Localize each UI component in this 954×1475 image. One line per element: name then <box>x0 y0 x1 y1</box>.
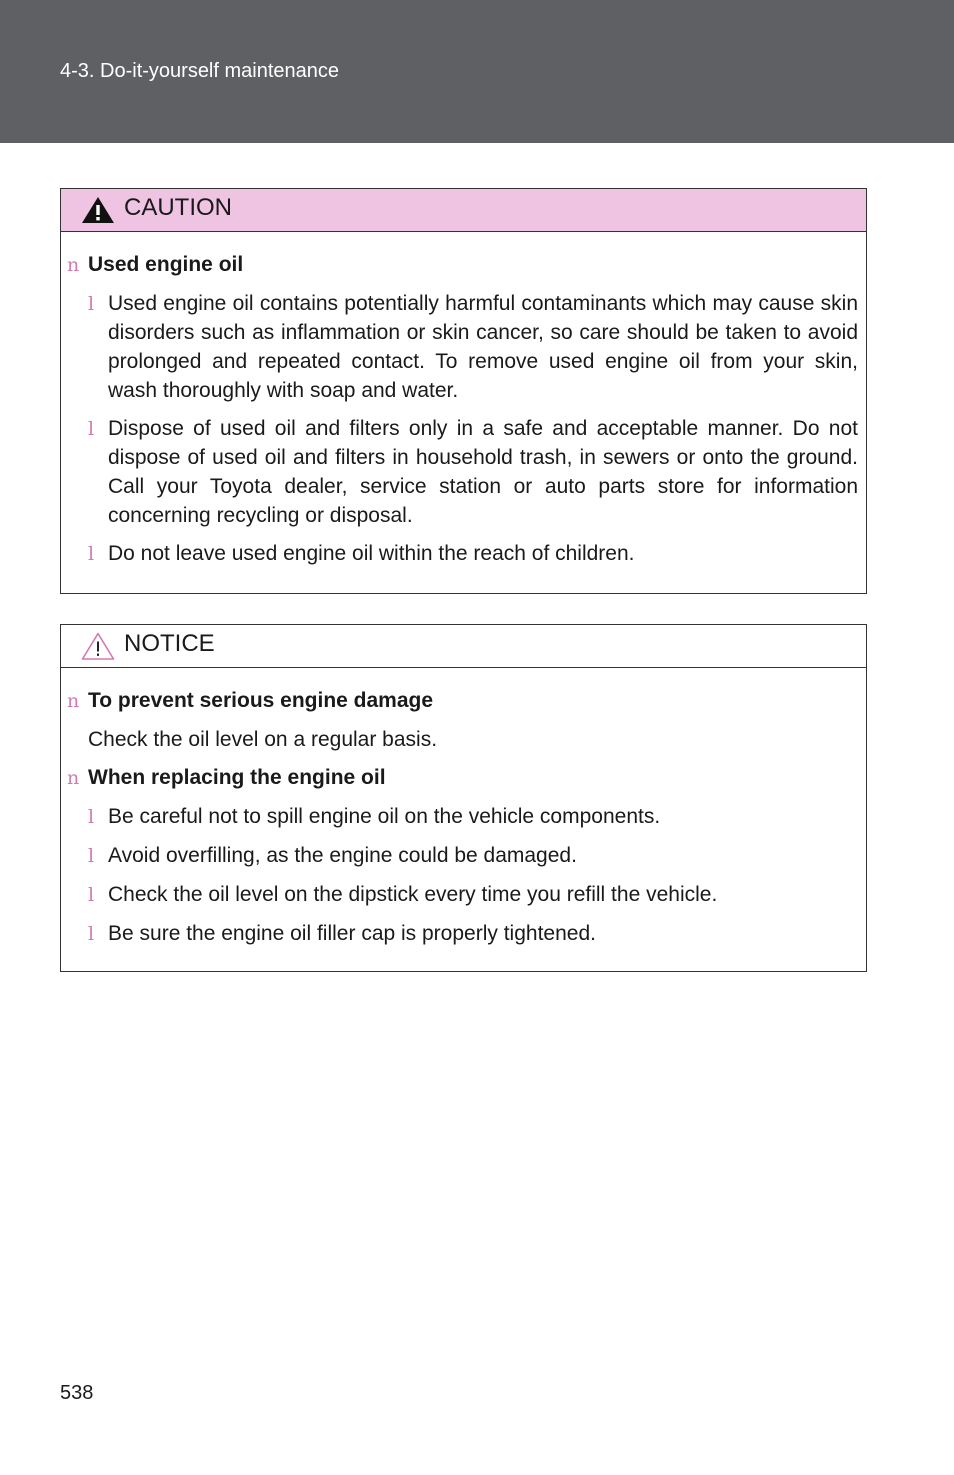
list-bullet: l <box>88 923 95 945</box>
notice-paragraph: Check the oil level on a regular basis. <box>88 728 438 751</box>
list-bullet: l <box>88 293 95 315</box>
caution-label: CAUTION <box>124 194 232 221</box>
list-bullet: l <box>88 543 95 565</box>
list-item <box>67 289 858 405</box>
caution-box <box>60 188 867 594</box>
notice-body <box>61 668 866 978</box>
warning-outline-triangle-icon <box>81 632 115 660</box>
list-item-text: Do not leave used engine oil within the reach of children. <box>108 542 635 565</box>
list-item <box>67 841 858 871</box>
section-bullet: n <box>67 690 80 712</box>
section-bullet: n <box>67 254 80 276</box>
caution-body <box>61 232 866 598</box>
list-item-text: Avoid overfilling, as the engine could be damaged. <box>108 844 577 867</box>
list-item <box>67 414 858 530</box>
warning-filled-triangle-icon <box>81 196 115 224</box>
caution-header <box>61 189 866 232</box>
section-bullet: n <box>67 767 80 789</box>
list-item <box>67 539 858 569</box>
caution-heading <box>67 250 858 280</box>
list-item-text: Check the oil level on the dipstick every time you refill the vehicle. <box>108 883 718 906</box>
list-item <box>67 802 858 832</box>
section-title: 4-3. Do-it-yourself maintenance <box>60 60 340 82</box>
list-item-text: Dispose of used oil and filters only in a safe and acceptable manner. Do not dispose of used oil and filters in household trash, in sewers or onto the ground. Call your Toyota dealer, service station or auto parts store for information concerning recycling or disposal. <box>108 417 858 527</box>
list-bullet: l <box>88 806 95 828</box>
page-header <box>0 0 954 143</box>
notice-box <box>60 624 867 972</box>
list-bullet: l <box>88 845 95 867</box>
notice-label: NOTICE <box>124 630 215 657</box>
list-item-text: Used engine oil contains potentially harmful contaminants which may cause skin disorders such as inflammation or skin cancer, so care should be taken to avoid prolonged and repeated contact. To remove used engine oil from your skin, wash thoroughly with soap and water. <box>108 292 858 402</box>
notice-header <box>61 625 866 668</box>
notice-heading-text: When replacing the engine oil <box>88 766 386 789</box>
list-bullet: l <box>88 884 95 906</box>
notice-heading-2 <box>67 763 858 793</box>
list-item-text: Be careful not to spill engine oil on the vehicle components. <box>108 805 661 828</box>
page-number: 538 <box>60 1382 94 1404</box>
caution-heading-text: Used engine oil <box>88 253 244 276</box>
list-bullet: l <box>88 418 95 440</box>
notice-heading-text: To prevent serious engine damage <box>88 689 434 712</box>
list-item-text: Be sure the engine oil filler cap is properly tightened. <box>108 922 596 945</box>
list-item <box>67 880 858 910</box>
list-item <box>67 919 858 949</box>
notice-heading-1 <box>67 686 858 716</box>
